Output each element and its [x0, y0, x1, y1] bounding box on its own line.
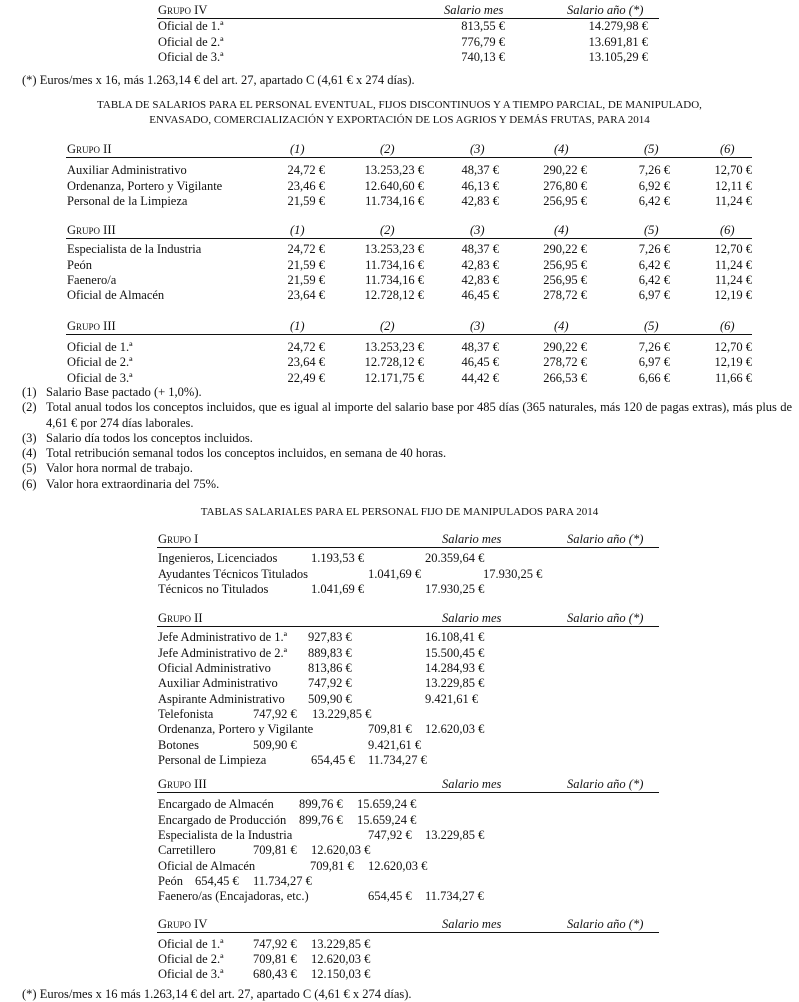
row-label: Faenero/a — [67, 273, 117, 288]
column-header-salario-mes: Salario mes — [442, 916, 502, 931]
table-header — [157, 611, 659, 627]
table-row — [157, 828, 659, 843]
cell-col-5: 6,97 € — [638, 288, 670, 303]
cell-col-5: 6,66 € — [638, 370, 670, 385]
group-label: Grupo II — [158, 611, 203, 626]
table-row — [66, 179, 752, 194]
cell-salario-mes: 813,86 € — [308, 661, 352, 676]
table-row — [157, 738, 659, 753]
cell-col-6: 11,24 € — [714, 273, 752, 288]
table-header — [157, 777, 659, 793]
cell-col-6: 12,19 € — [714, 288, 752, 303]
cell-salario-anio: 9.421,61 € — [368, 737, 422, 752]
cell-salario-anio: 13.229,85 € — [425, 828, 485, 843]
row-label: Especialista de la Industria — [67, 242, 202, 257]
footnote-text: Salario Base pactado (+ 1,0%). — [46, 385, 202, 399]
group-label: Grupo IV — [158, 916, 208, 931]
footnote-key: (4) — [22, 446, 37, 461]
cell-salario-anio: 9.421,61 € — [425, 691, 479, 706]
row-label: Oficial de 2.ª — [67, 355, 133, 370]
cell-salario-mes: 654,45 € — [368, 889, 412, 904]
table-header — [157, 532, 659, 548]
column-header-salario-anio: Salario año (*) — [567, 916, 644, 931]
cell-col-5: 7,26 € — [638, 339, 670, 354]
cell-salario-anio: 15.500,45 € — [425, 645, 485, 660]
row-label: Ordenanza, Portero y Vigilante — [67, 178, 223, 193]
table-header — [157, 917, 659, 933]
cell-col-4: 278,72 € — [543, 355, 587, 370]
cell-salario-mes: 747,92 € — [253, 936, 297, 951]
table-row — [157, 753, 659, 768]
column-header-6: (6) — [720, 223, 735, 238]
table-eventual — [66, 142, 752, 386]
column-header-salario-mes: Salario mes — [442, 532, 502, 546]
row-label: Encargado de Producción — [158, 812, 287, 827]
cell-col-3: 42,83 € — [461, 257, 499, 272]
row-label: Personal de la Limpieza — [67, 193, 188, 208]
cell-salario-anio: 14.284,93 € — [425, 661, 485, 676]
column-header-salario-mes: Salario mes — [442, 611, 502, 626]
column-header-6: (6) — [720, 142, 735, 156]
cell-salario-mes: 1.041,69 € — [368, 566, 422, 581]
column-header-5: (5) — [644, 142, 659, 156]
table-row — [157, 967, 659, 982]
cell-salario-mes: 889,83 € — [308, 645, 352, 660]
cell-col-5: 6,97 € — [638, 355, 670, 370]
column-header-salario-anio: Salario año (*) — [567, 777, 644, 792]
table-header — [157, 3, 659, 19]
footnote — [22, 431, 792, 446]
cell-salario-anio: 12.620,03 € — [425, 722, 485, 737]
footnote-key: (1) — [22, 385, 37, 399]
cell-col-1: 23,64 € — [287, 288, 325, 303]
cell-salario-anio: 13.229,85 € — [311, 936, 371, 951]
cell-col-5: 7,26 € — [638, 242, 670, 257]
cell-col-4: 256,95 € — [543, 193, 587, 208]
cell-col-2: 13.253,23 € — [364, 163, 424, 178]
table-row — [157, 797, 659, 812]
table-row — [66, 273, 752, 288]
row-label: Auxiliar Administrativo — [158, 676, 278, 691]
footnote-key: (6) — [22, 476, 37, 491]
cell-col-3: 46,13 € — [461, 178, 499, 193]
cell-col-1: 21,59 € — [287, 193, 325, 208]
table-row — [157, 843, 659, 858]
column-header-salario-anio: Salario año (*) — [567, 611, 644, 626]
row-label: Jefe Administrativo de 1.ª — [158, 630, 288, 645]
cell-salario-anio: 15.659,24 € — [357, 812, 417, 827]
row-label: Faenero/as (Encajadoras, etc.) — [158, 889, 309, 904]
row-label: Personal de Limpieza — [158, 752, 267, 767]
table-grupo-iv-top — [157, 3, 659, 65]
cell-col-4: 290,22 € — [543, 242, 587, 257]
row-label: Oficial de 2.ª — [158, 34, 224, 49]
cell-col-5: 6,42 € — [638, 273, 670, 288]
column-header-3: (3) — [470, 318, 485, 333]
column-header-3: (3) — [470, 142, 485, 156]
row-label: Botones — [158, 737, 199, 752]
footnote-key: (3) — [22, 430, 37, 445]
row-label: Oficial de Almacén — [158, 858, 256, 873]
cell-col-1: 23,46 € — [287, 178, 325, 193]
cell-salario-anio: 20.359,64 € — [425, 551, 485, 566]
cell-col-2: 11.734,16 € — [365, 257, 424, 272]
table-row — [157, 889, 659, 904]
table-row — [157, 952, 659, 967]
column-header-5: (5) — [644, 223, 659, 238]
table-row — [66, 355, 752, 370]
group-label: Grupo III — [67, 318, 116, 333]
row-label: Oficial Administrativo — [158, 661, 271, 676]
footnote — [22, 461, 792, 476]
column-header-2: (2) — [380, 142, 395, 156]
row-label: Oficial de 3.ª — [158, 967, 224, 982]
table-row — [157, 692, 659, 707]
row-label: Carretillero — [158, 843, 216, 858]
cell-col-3: 44,42 € — [461, 370, 499, 385]
table-header — [66, 223, 752, 239]
cell-col-2: 13.253,23 € — [364, 242, 424, 257]
group-label: Grupo II — [67, 142, 112, 156]
footnote-text: Valor hora extraordinaria del 75%. — [46, 476, 220, 491]
cell-salario-anio: 16.108,41 € — [425, 630, 485, 645]
cell-salario-mes: 813,55 € — [461, 19, 505, 34]
cell-salario-mes: 1.041,69 € — [311, 581, 365, 596]
cell-salario-anio: 17.930,25 € — [483, 566, 543, 581]
column-header-salario-anio: Salario año (*) — [567, 3, 644, 17]
cell-salario-anio: 11.734,27 € — [425, 889, 484, 904]
cell-col-4: 256,95 € — [543, 257, 587, 272]
cell-col-2: 12.171,75 € — [364, 370, 424, 385]
cell-col-4: 290,22 € — [543, 163, 587, 178]
cell-col-3: 42,83 € — [461, 193, 499, 208]
column-header-1: (1) — [290, 142, 305, 156]
table-row — [157, 707, 659, 722]
cell-col-3: 42,83 € — [461, 273, 499, 288]
footnote-asterisk: (*) Euros/mes x 16, más 1.263,14 € del art. 27, apartado C (4,61 € x 274 días). — [22, 73, 415, 87]
cell-salario-anio: 17.930,25 € — [425, 581, 485, 596]
cell-salario-mes: 509,90 € — [308, 691, 352, 706]
cell-salario-mes: 747,92 € — [368, 828, 412, 843]
cell-col-6: 12,70 € — [714, 339, 752, 354]
cell-col-1: 21,59 € — [287, 273, 325, 288]
row-label: Oficial de 3.ª — [158, 49, 224, 64]
row-label: Encargado de Almacén — [158, 797, 274, 812]
cell-salario-mes: 747,92 € — [253, 706, 297, 721]
column-header-salario-mes: Salario mes — [444, 3, 504, 17]
group-label: Grupo IV — [158, 3, 208, 17]
cell-salario-mes: 927,83 € — [308, 630, 352, 645]
cell-col-1: 21,59 € — [287, 257, 325, 272]
cell-col-6: 12,70 € — [714, 242, 752, 257]
cell-col-4: 276,80 € — [543, 178, 587, 193]
footnote — [22, 400, 792, 431]
cell-col-6: 12,19 € — [714, 355, 752, 370]
cell-salario-mes: 747,92 € — [308, 676, 352, 691]
column-header-6: (6) — [720, 318, 735, 333]
cell-col-1: 23,64 € — [287, 355, 325, 370]
row-label: Peón — [158, 873, 183, 888]
table-row — [157, 551, 659, 566]
cell-salario-mes: 709,81 € — [368, 722, 412, 737]
table-title-fijo: TABLAS SALARIALES PARA EL PERSONAL FIJO DE MANIPULADOS PARA 2014 — [200, 506, 599, 518]
table-fijo-manipulados — [157, 532, 659, 983]
table-row — [157, 567, 659, 582]
row-label: Especialista de la Industria — [158, 828, 293, 843]
cell-salario-mes: 654,45 € — [195, 873, 239, 888]
table-row — [66, 242, 752, 257]
cell-col-6: 11,66 € — [714, 370, 752, 385]
cell-col-4: 290,22 € — [543, 339, 587, 354]
table-row — [157, 859, 659, 874]
cell-salario-anio: 13.229,85 € — [425, 676, 485, 691]
row-label: Aspirante Administrativo — [158, 691, 285, 706]
cell-col-4: 278,72 € — [543, 288, 587, 303]
row-label: Peón — [67, 257, 92, 272]
table-row — [66, 258, 752, 273]
cell-col-2: 12.728,12 € — [364, 355, 424, 370]
cell-col-2: 13.253,23 € — [364, 339, 424, 354]
column-header-4: (4) — [554, 223, 569, 238]
cell-salario-anio: 12.620,03 € — [311, 843, 371, 858]
table-row — [66, 340, 752, 355]
table-row — [157, 722, 659, 737]
footnote — [22, 385, 792, 400]
footnote-asterisk-bottom: (*) Euros/mes x 16 más 1.263,14 € del art. 27, apartado C (4,61 € x 274 días). — [22, 987, 412, 1001]
cell-salario-mes: 899,76 € — [299, 797, 343, 812]
footnotes-eventual — [22, 385, 792, 492]
cell-salario-anio: 12.620,03 € — [311, 952, 371, 967]
row-label: Oficial de 1.ª — [67, 339, 133, 354]
row-label: Telefonista — [158, 706, 214, 721]
table-row — [157, 937, 659, 952]
footnote-key: (5) — [22, 461, 37, 476]
row-label: Oficial de 3.ª — [67, 370, 133, 385]
column-header-4: (4) — [554, 142, 569, 156]
cell-col-3: 48,37 € — [461, 339, 499, 354]
cell-col-5: 6,42 € — [638, 193, 670, 208]
cell-salario-anio: 13.229,85 € — [312, 706, 372, 721]
cell-salario-anio: 13.691,81 € — [588, 34, 648, 49]
footnote-text: Total retribución semanal todos los conceptos incluidos, en semana de 40 horas. — [46, 446, 447, 461]
table-row — [157, 813, 659, 828]
cell-col-3: 48,37 € — [461, 163, 499, 178]
group-label: Grupo I — [158, 532, 199, 546]
footnote — [22, 446, 792, 461]
footnote-text: Salario día todos los conceptos incluidos. — [46, 430, 253, 445]
row-label: Oficial de Almacén — [67, 288, 165, 303]
cell-col-1: 24,72 € — [287, 242, 325, 257]
table-header — [66, 319, 752, 335]
column-header-4: (4) — [554, 318, 569, 333]
cell-salario-anio: 11.734,27 € — [253, 873, 312, 888]
table-title-line-1: TABLA DE SALARIOS PARA EL PERSONAL EVENTUAL, FIJOS DISCONTINUOS Y A TIEMPO PARCIAL, DE MANIPULADO, — [97, 99, 702, 111]
cell-col-5: 6,92 € — [638, 178, 670, 193]
cell-col-1: 22,49 € — [287, 370, 325, 385]
row-label: Técnicos no Titulados — [158, 581, 269, 596]
cell-salario-anio: 11.734,27 € — [368, 752, 427, 767]
cell-salario-mes: 709,81 € — [253, 952, 297, 967]
table-row — [157, 630, 659, 645]
group-label: Grupo III — [158, 777, 207, 792]
column-header-2: (2) — [380, 223, 395, 238]
cell-col-1: 24,72 € — [287, 163, 325, 178]
cell-col-4: 256,95 € — [543, 273, 587, 288]
cell-salario-mes: 709,81 € — [253, 843, 297, 858]
cell-salario-mes: 776,79 € — [461, 34, 505, 49]
table-row — [157, 646, 659, 661]
row-label: Ayudantes Técnicos Titulados — [158, 566, 309, 581]
cell-salario-mes: 654,45 € — [311, 752, 355, 767]
column-header-5: (5) — [644, 318, 659, 333]
cell-salario-anio: 12.620,03 € — [368, 858, 428, 873]
column-header-1: (1) — [290, 223, 305, 238]
footnote — [22, 477, 792, 492]
cell-col-3: 48,37 € — [461, 242, 499, 257]
column-header-1: (1) — [290, 318, 305, 333]
row-label: Jefe Administrativo de 2.ª — [158, 645, 288, 660]
table-title-line-2: ENVASADO, COMERCIALIZACIÓN Y EXPORTACIÓN DE LOS AGRIOS Y DEMÁS FRUTAS, PARA 2014 — [149, 114, 650, 126]
cell-salario-mes: 680,43 € — [253, 967, 297, 982]
group-label: Grupo III — [67, 223, 116, 238]
cell-col-6: 11,24 € — [714, 257, 752, 272]
table-row — [66, 194, 752, 209]
cell-salario-anio: 13.105,29 € — [588, 49, 648, 64]
cell-salario-mes: 899,76 € — [299, 812, 343, 827]
table-row — [157, 661, 659, 676]
column-header-salario-anio: Salario año (*) — [567, 532, 644, 546]
footnote-text: Valor hora normal de trabajo. — [46, 461, 193, 476]
table-row — [157, 19, 659, 34]
cell-salario-mes: 1.193,53 € — [311, 551, 365, 566]
cell-salario-anio: 12.150,03 € — [311, 967, 371, 982]
row-label: Oficial de 1.ª — [158, 19, 224, 34]
footnote-text: Total anual todos los conceptos incluidos, que es igual al importe del salario base por 485 días (365 naturales, más 120 de pagas extras), más plus de 4,61 € por 274 días laborales. — [46, 400, 792, 430]
cell-col-3: 46,45 € — [461, 355, 499, 370]
table-row — [157, 676, 659, 691]
cell-col-5: 6,42 € — [638, 257, 670, 272]
column-header-2: (2) — [380, 318, 395, 333]
table-row — [66, 163, 752, 178]
cell-col-5: 7,26 € — [638, 163, 670, 178]
column-header-salario-mes: Salario mes — [442, 777, 502, 792]
footnote-key: (2) — [22, 400, 37, 415]
cell-col-4: 266,53 € — [543, 370, 587, 385]
table-row — [66, 371, 752, 386]
table-row — [157, 35, 659, 50]
cell-salario-anio: 14.279,98 € — [588, 19, 648, 34]
cell-col-1: 24,72 € — [287, 339, 325, 354]
table-row — [157, 874, 659, 889]
row-label: Ingenieros, Licenciados — [158, 551, 278, 566]
table-header — [66, 142, 752, 158]
cell-col-2: 12.728,12 € — [364, 288, 424, 303]
column-header-3: (3) — [470, 223, 485, 238]
cell-col-6: 12,11 € — [714, 178, 752, 193]
table-row — [157, 50, 659, 65]
row-label: Ordenanza, Portero y Vigilante — [158, 722, 314, 737]
cell-salario-anio: 15.659,24 € — [357, 797, 417, 812]
cell-salario-mes: 709,81 € — [310, 858, 354, 873]
cell-col-2: 12.640,60 € — [364, 178, 424, 193]
table-row — [66, 288, 752, 303]
cell-salario-mes: 740,13 € — [461, 49, 505, 64]
cell-col-2: 11.734,16 € — [365, 193, 424, 208]
cell-col-3: 46,45 € — [461, 288, 499, 303]
cell-col-6: 12,70 € — [714, 163, 752, 178]
row-label: Auxiliar Administrativo — [67, 163, 187, 178]
row-label: Oficial de 2.ª — [158, 952, 224, 967]
cell-col-2: 11.734,16 € — [365, 273, 424, 288]
cell-salario-mes: 509,90 € — [253, 737, 297, 752]
table-row — [157, 582, 659, 597]
cell-col-6: 11,24 € — [714, 193, 752, 208]
row-label: Oficial de 1.ª — [158, 936, 224, 951]
